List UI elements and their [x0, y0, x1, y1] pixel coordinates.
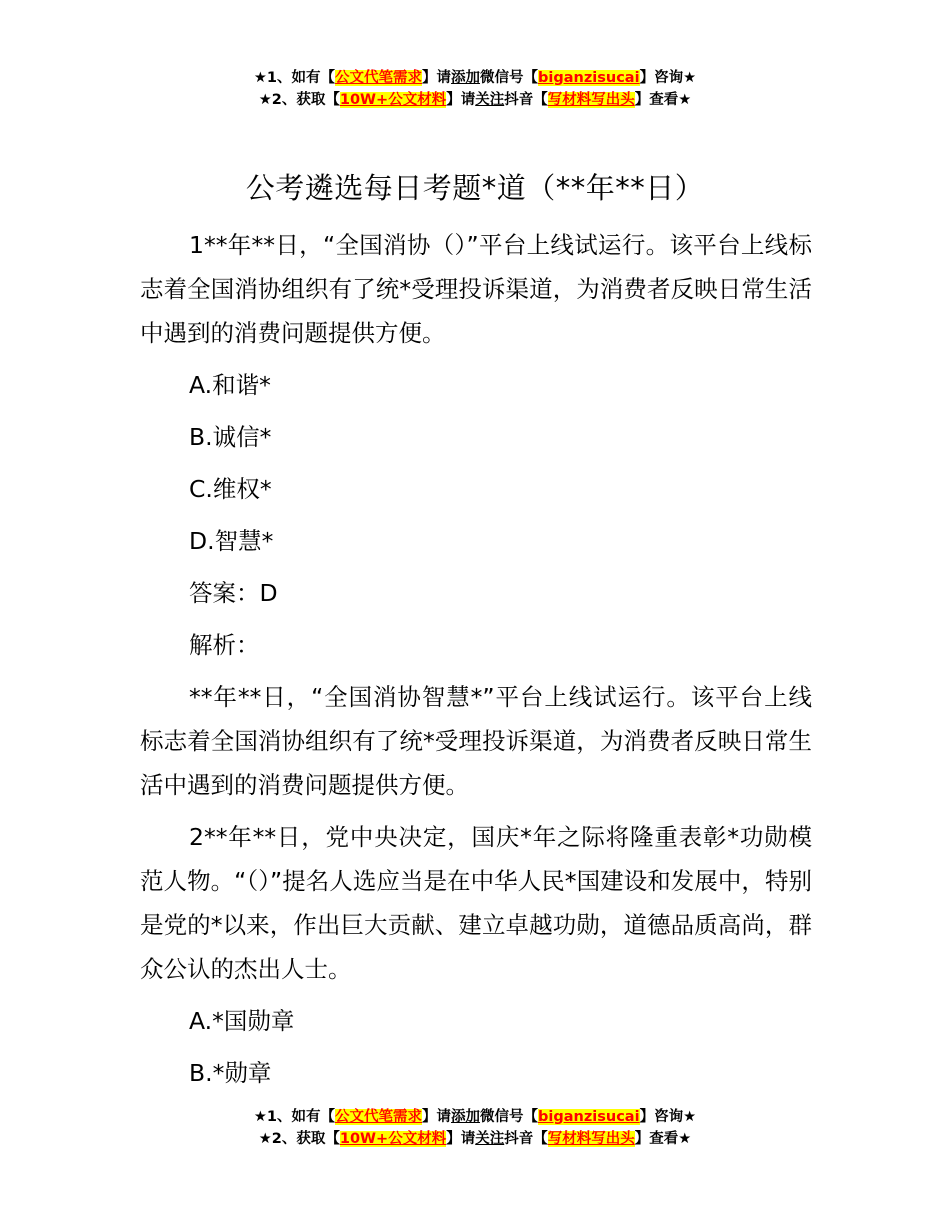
banner-text: 抖音【 [504, 92, 548, 108]
banner-text: 微信号【 [480, 1109, 539, 1125]
banner-text: 】咨询★ [639, 1109, 697, 1125]
banner-text: ★2、获取【 [258, 1131, 340, 1147]
document-title: 公考遴选每日考题*道（**年**日） [245, 171, 705, 205]
banner-underline: 添加 [451, 70, 481, 86]
document-body [140, 223, 812, 1103]
analysis-label: 解析： [189, 631, 260, 659]
option-b: B.*勋章 [189, 1059, 272, 1087]
option-a: A.和谐* [189, 371, 271, 399]
question-1: 1**年**日，“全国消协（）”平台上线试运行。该平台上线标志着全国消协组织有了统*受理投诉渠道，为消费者反映日常生活中遇到的消费问题提供方便。 [140, 231, 812, 347]
option-c: C.维权* [189, 475, 272, 503]
option-b: B.诚信* [189, 423, 272, 451]
banner-highlight: 10W+公文材料 [339, 92, 447, 108]
header-banner [0, 67, 950, 111]
banner-line-1 [0, 67, 950, 89]
banner-text: 】请 [422, 70, 452, 86]
answer: 答案：D [189, 579, 278, 607]
analysis-text: **年**日，“全国消协智慧*”平台上线试运行。该平台上线标志着全国消协组织有了统*受理投诉渠道，为消费者反映日常生活中遇到的消费问题提供方便。 [140, 683, 812, 799]
banner-line-2 [0, 89, 950, 111]
banner-text: ★1、如有【 [253, 1109, 336, 1125]
banner-highlight: 写材料写出头 [547, 1131, 635, 1147]
option-d: D.智慧* [189, 527, 274, 555]
banner-text: 】查看★ [634, 1131, 692, 1147]
banner-highlight: 写材料写出头 [547, 92, 635, 108]
banner-highlight: 10W+公文材料 [339, 1131, 447, 1147]
banner-underline: 添加 [451, 1109, 481, 1125]
question-2: 2**年**日，党中央决定，国庆*年之际将隆重表彰*功勋模范人物。“（）”提名人选应当是在中华人民*国建设和发展中，特别是党的*以来，作出巨大贡献、建立卓越功勋，道德品质高尚，群众公认的杰出人士。 [140, 823, 812, 983]
banner-text: 】请 [422, 1109, 452, 1125]
banner-text: 】查看★ [634, 92, 692, 108]
banner-line-1 [0, 1106, 950, 1128]
footer-banner [0, 1106, 950, 1150]
banner-underline: 关注 [475, 1131, 505, 1147]
banner-highlight: 公文代笔需求 [335, 1109, 423, 1125]
banner-text: 】咨询★ [639, 70, 697, 86]
banner-text: ★2、获取【 [258, 92, 340, 108]
banner-underline: 关注 [475, 92, 505, 108]
banner-highlight: biganzisucai [538, 1109, 640, 1125]
banner-highlight: biganzisucai [538, 70, 640, 86]
banner-highlight: 公文代笔需求 [335, 70, 423, 86]
banner-text: 微信号【 [480, 70, 539, 86]
banner-text: 】请 [446, 92, 476, 108]
banner-text: 】请 [446, 1131, 476, 1147]
banner-text: 抖音【 [504, 1131, 548, 1147]
banner-line-2 [0, 1128, 950, 1150]
banner-text: ★1、如有【 [253, 70, 336, 86]
option-a: A.*国勋章 [189, 1007, 295, 1035]
